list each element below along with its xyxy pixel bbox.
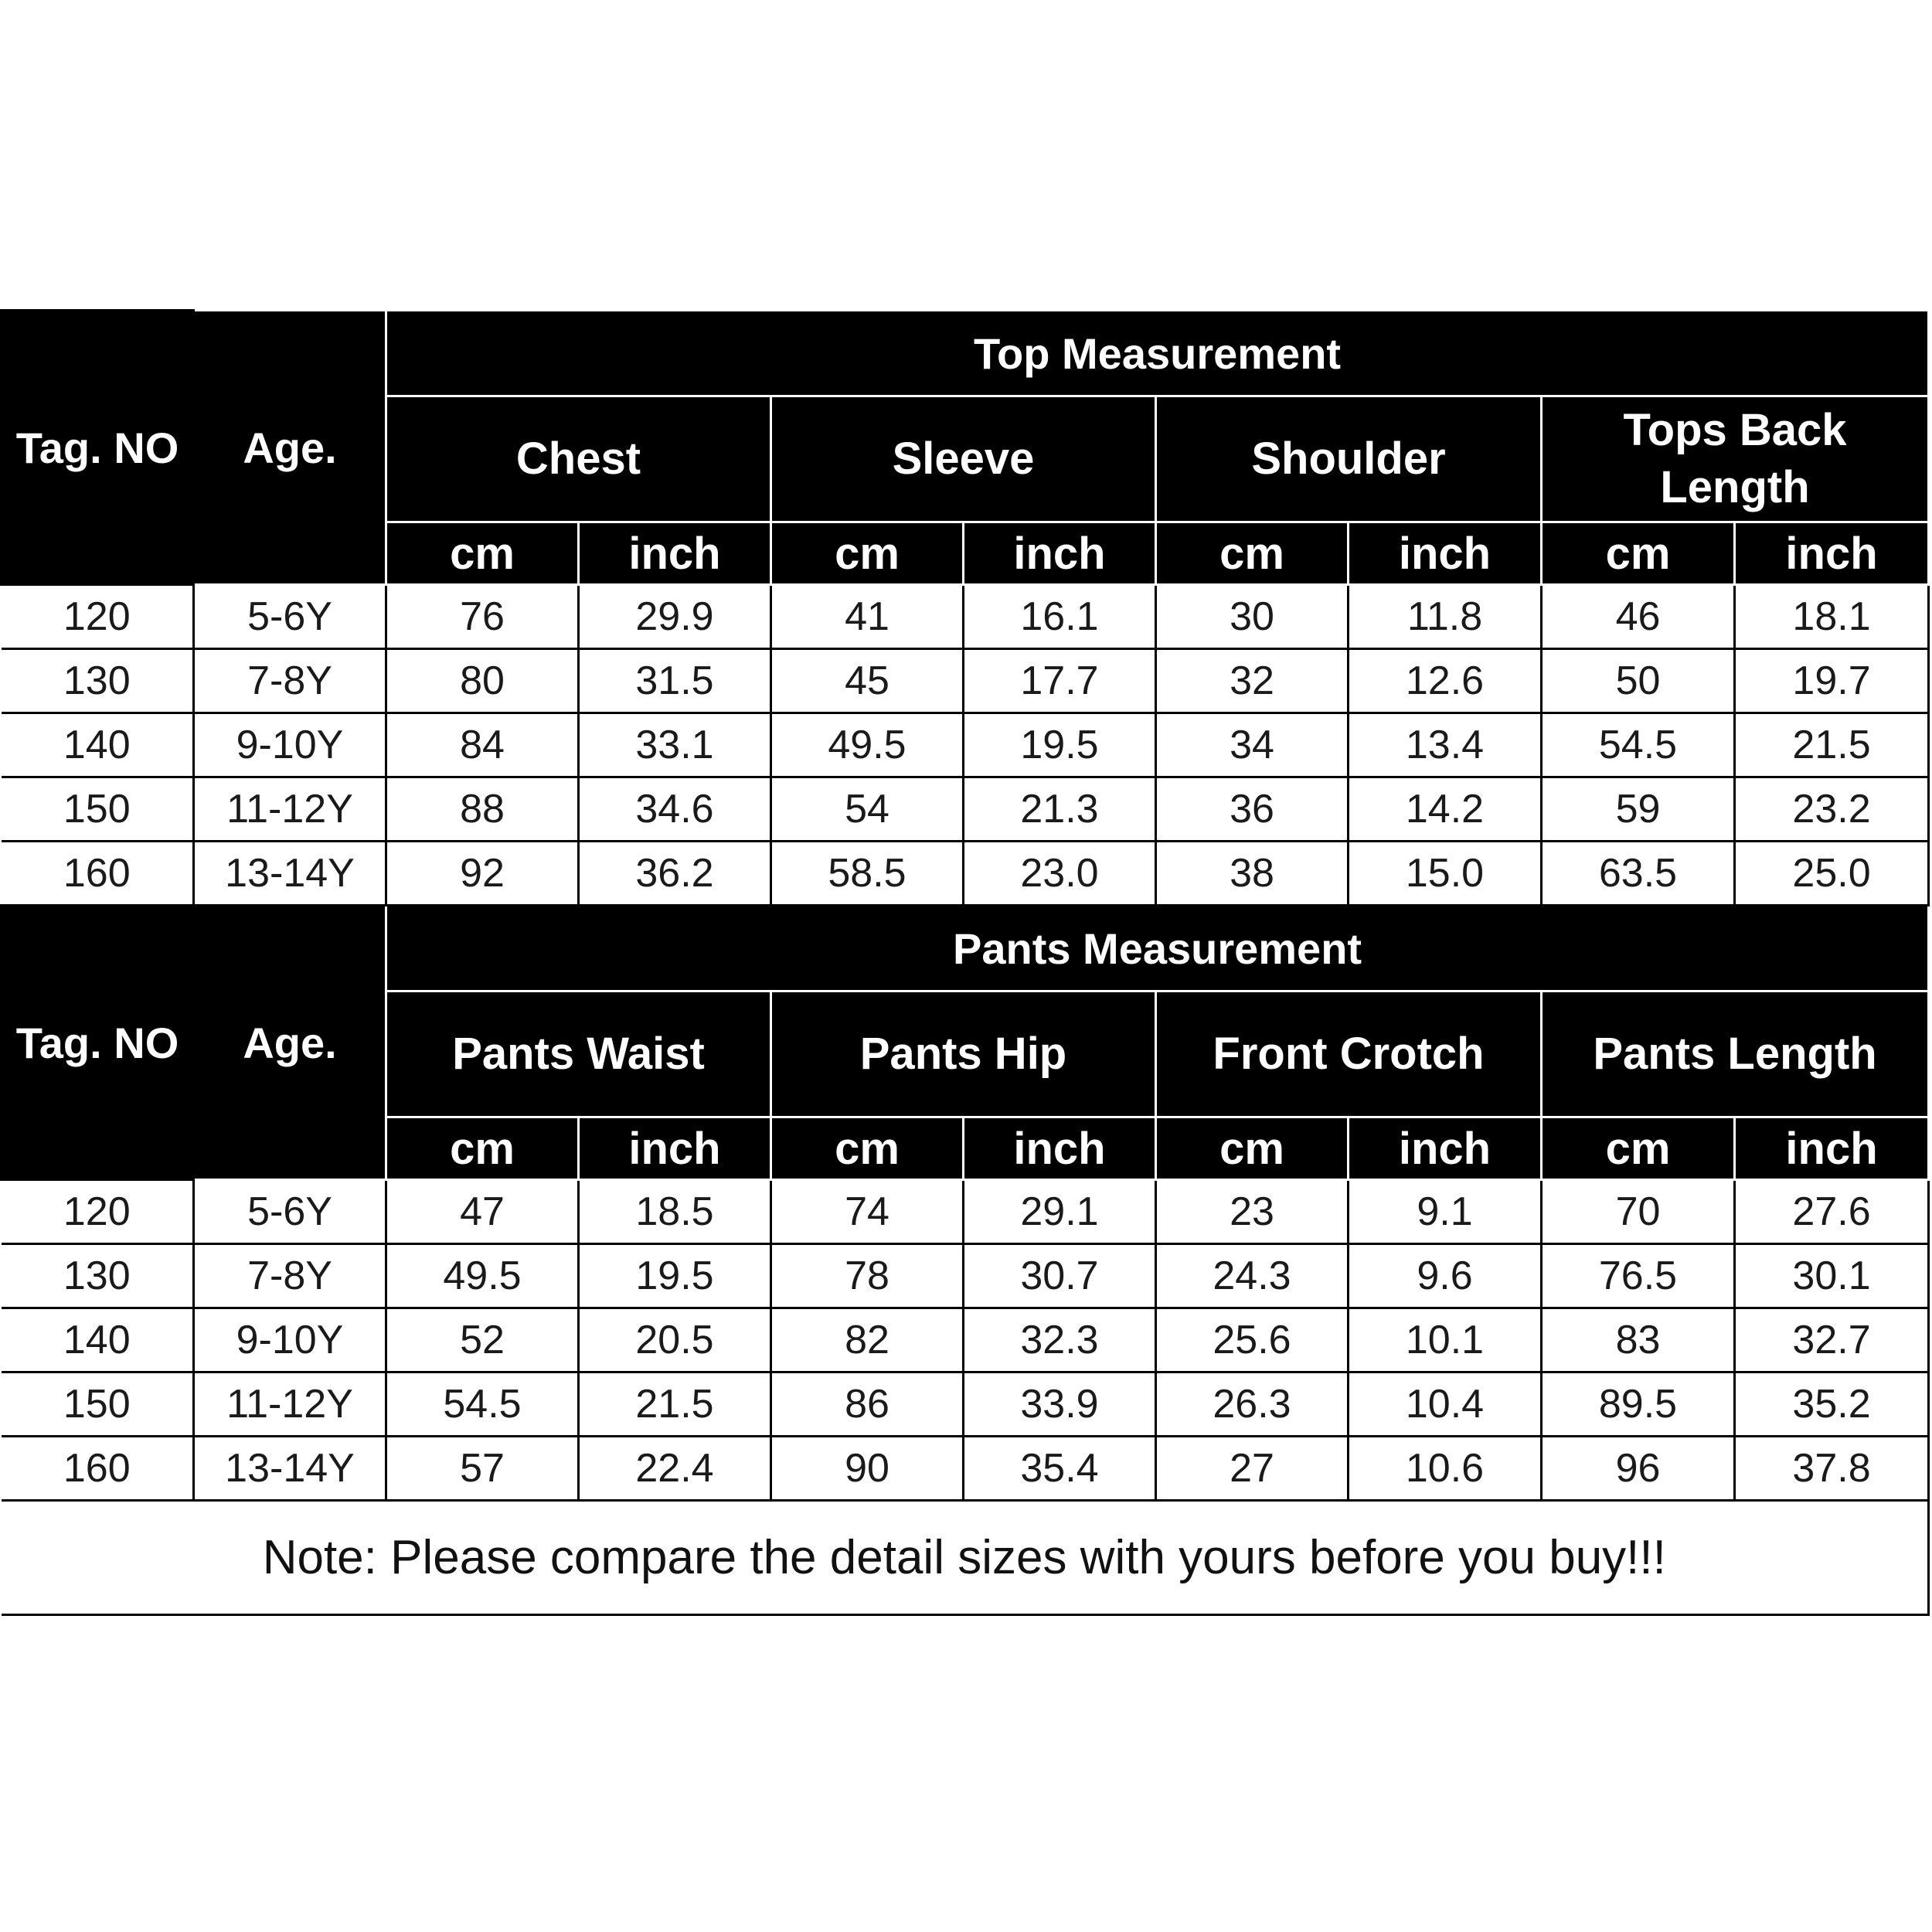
value-cell: 29.9: [579, 585, 771, 649]
tag-no-header: Tag. NO: [2, 311, 194, 585]
tag-no-header: Tag. NO: [2, 906, 194, 1180]
value-cell: 54.5: [386, 1372, 579, 1437]
age-cell: 7-8Y: [194, 649, 386, 713]
value-cell: 70: [1542, 1180, 1735, 1244]
value-cell: 35.2: [1735, 1372, 1929, 1437]
table-row: [2, 713, 1929, 777]
value-cell: 35.4: [964, 1437, 1156, 1501]
age-cell: 11-12Y: [194, 1372, 386, 1437]
value-cell: 76.5: [1542, 1244, 1735, 1308]
unit-header: inch: [579, 1117, 771, 1180]
unit-header: cm: [771, 522, 964, 585]
value-cell: 10.1: [1349, 1308, 1542, 1372]
tag-no-cell: 140: [2, 1308, 194, 1372]
unit-header: inch: [1349, 522, 1542, 585]
value-cell: 36: [1156, 777, 1349, 842]
unit-header: cm: [1542, 1117, 1735, 1180]
table-row: [2, 1437, 1929, 1501]
size-table: [0, 309, 1930, 1616]
value-cell: 23: [1156, 1180, 1349, 1244]
value-cell: 21.5: [1735, 713, 1929, 777]
value-cell: 96: [1542, 1437, 1735, 1501]
unit-header: inch: [1349, 1117, 1542, 1180]
value-cell: 15.0: [1349, 842, 1542, 906]
value-cell: 16.1: [964, 585, 1156, 649]
value-cell: 37.8: [1735, 1437, 1929, 1501]
tag-no-cell: 120: [2, 1180, 194, 1244]
group-header: Shoulder: [1156, 396, 1542, 522]
value-cell: 12.6: [1349, 649, 1542, 713]
age-cell: 11-12Y: [194, 777, 386, 842]
value-cell: 23.2: [1735, 777, 1929, 842]
value-cell: 80: [386, 649, 579, 713]
value-cell: 83: [1542, 1308, 1735, 1372]
value-cell: 30.7: [964, 1244, 1156, 1308]
value-cell: 29.1: [964, 1180, 1156, 1244]
unit-header: cm: [386, 522, 579, 585]
unit-header: cm: [1156, 1117, 1349, 1180]
value-cell: 88: [386, 777, 579, 842]
value-cell: 30: [1156, 585, 1349, 649]
group-header: Front Crotch: [1156, 992, 1542, 1117]
value-cell: 74: [771, 1180, 964, 1244]
value-cell: 46: [1542, 585, 1735, 649]
value-cell: 59: [1542, 777, 1735, 842]
unit-header: cm: [1542, 522, 1735, 585]
table-row: [2, 585, 1929, 649]
group-header: Tops Back Length: [1542, 396, 1929, 522]
table-row: [2, 1244, 1929, 1308]
unit-header: cm: [1156, 522, 1349, 585]
age-cell: 9-10Y: [194, 1308, 386, 1372]
value-cell: 18.5: [579, 1180, 771, 1244]
value-cell: 13.4: [1349, 713, 1542, 777]
value-cell: 10.4: [1349, 1372, 1542, 1437]
tag-no-cell: 130: [2, 649, 194, 713]
value-cell: 32.3: [964, 1308, 1156, 1372]
value-cell: 86: [771, 1372, 964, 1437]
value-cell: 10.6: [1349, 1437, 1542, 1501]
group-header: Pants Length: [1542, 992, 1929, 1117]
value-cell: 19.7: [1735, 649, 1929, 713]
tag-no-cell: 160: [2, 1437, 194, 1501]
value-cell: 38: [1156, 842, 1349, 906]
value-cell: 26.3: [1156, 1372, 1349, 1437]
value-cell: 45: [771, 649, 964, 713]
value-cell: 18.1: [1735, 585, 1929, 649]
value-cell: 33.9: [964, 1372, 1156, 1437]
value-cell: 17.7: [964, 649, 1156, 713]
value-cell: 32.7: [1735, 1308, 1929, 1372]
group-header: Sleeve: [771, 396, 1156, 522]
value-cell: 14.2: [1349, 777, 1542, 842]
group-header: Chest: [386, 396, 771, 522]
value-cell: 92: [386, 842, 579, 906]
value-cell: 89.5: [1542, 1372, 1735, 1437]
unit-header: inch: [964, 1117, 1156, 1180]
value-cell: 76: [386, 585, 579, 649]
note-text: Note: Please compare the detail sizes with yours before you buy!!!: [2, 1501, 1929, 1615]
table-row: [2, 649, 1929, 713]
age-cell: 9-10Y: [194, 713, 386, 777]
tag-no-cell: 150: [2, 1372, 194, 1437]
value-cell: 9.6: [1349, 1244, 1542, 1308]
value-cell: 25.0: [1735, 842, 1929, 906]
value-cell: 34.6: [579, 777, 771, 842]
value-cell: 27: [1156, 1437, 1349, 1501]
value-cell: 90: [771, 1437, 964, 1501]
table-row: [2, 842, 1929, 906]
value-cell: 54.5: [1542, 713, 1735, 777]
size-chart: [0, 309, 1927, 1616]
value-cell: 24.3: [1156, 1244, 1349, 1308]
age-cell: 5-6Y: [194, 585, 386, 649]
top-measurement-section: [2, 311, 1929, 906]
age-header: Age.: [194, 311, 386, 585]
value-cell: 52: [386, 1308, 579, 1372]
value-cell: 49.5: [771, 713, 964, 777]
value-cell: 33.1: [579, 713, 771, 777]
age-cell: 7-8Y: [194, 1244, 386, 1308]
value-cell: 22.4: [579, 1437, 771, 1501]
table-row: [2, 1308, 1929, 1372]
value-cell: 30.1: [1735, 1244, 1929, 1308]
age-cell: 13-14Y: [194, 842, 386, 906]
value-cell: 23.0: [964, 842, 1156, 906]
pants-measurement-section: [2, 906, 1929, 1501]
unit-header: inch: [964, 522, 1156, 585]
value-cell: 63.5: [1542, 842, 1735, 906]
value-cell: 57: [386, 1437, 579, 1501]
value-cell: 32: [1156, 649, 1349, 713]
value-cell: 27.6: [1735, 1180, 1929, 1244]
value-cell: 47: [386, 1180, 579, 1244]
unit-header: cm: [386, 1117, 579, 1180]
value-cell: 19.5: [579, 1244, 771, 1308]
table-row: [2, 1180, 1929, 1244]
section-title: Top Measurement: [386, 311, 1929, 396]
age-header: Age.: [194, 906, 386, 1180]
value-cell: 36.2: [579, 842, 771, 906]
table-row: [2, 777, 1929, 842]
tag-no-cell: 160: [2, 842, 194, 906]
age-cell: 13-14Y: [194, 1437, 386, 1501]
group-header: Pants Hip: [771, 992, 1156, 1117]
value-cell: 50: [1542, 649, 1735, 713]
value-cell: 11.8: [1349, 585, 1542, 649]
section-title: Pants Measurement: [386, 906, 1929, 992]
value-cell: 41: [771, 585, 964, 649]
unit-header: inch: [579, 522, 771, 585]
unit-header: cm: [771, 1117, 964, 1180]
value-cell: 9.1: [1349, 1180, 1542, 1244]
group-header: Pants Waist: [386, 992, 771, 1117]
value-cell: 21.5: [579, 1372, 771, 1437]
tag-no-cell: 130: [2, 1244, 194, 1308]
value-cell: 31.5: [579, 649, 771, 713]
value-cell: 34: [1156, 713, 1349, 777]
value-cell: 84: [386, 713, 579, 777]
value-cell: 25.6: [1156, 1308, 1349, 1372]
value-cell: 19.5: [964, 713, 1156, 777]
note-section: [2, 1501, 1929, 1615]
value-cell: 54: [771, 777, 964, 842]
unit-header: inch: [1735, 1117, 1929, 1180]
value-cell: 58.5: [771, 842, 964, 906]
tag-no-cell: 120: [2, 585, 194, 649]
unit-header: inch: [1735, 522, 1929, 585]
value-cell: 82: [771, 1308, 964, 1372]
table-row: [2, 1372, 1929, 1437]
value-cell: 20.5: [579, 1308, 771, 1372]
tag-no-cell: 150: [2, 777, 194, 842]
value-cell: 21.3: [964, 777, 1156, 842]
value-cell: 49.5: [386, 1244, 579, 1308]
tag-no-cell: 140: [2, 713, 194, 777]
age-cell: 5-6Y: [194, 1180, 386, 1244]
value-cell: 78: [771, 1244, 964, 1308]
